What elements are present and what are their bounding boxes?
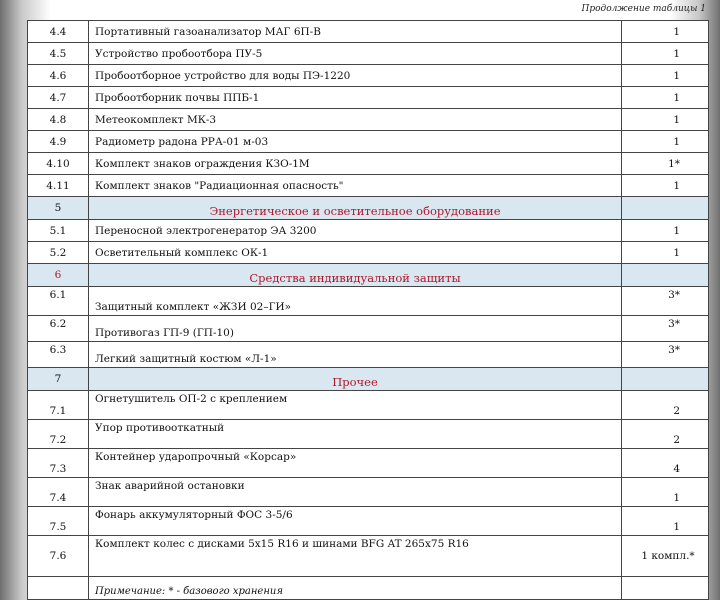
- row-quantity: 1*: [622, 153, 709, 175]
- row-name: Портативный газоанализатор МАГ 6П-В: [89, 21, 622, 43]
- row-quantity: 1: [622, 21, 709, 43]
- row-number: 7.3: [28, 449, 89, 478]
- table-row: [28, 342, 709, 368]
- section-quantity: [622, 197, 709, 220]
- table-row: [28, 507, 709, 536]
- row-name: Защитный комплект «ЖЗИ 02–ГИ»: [89, 287, 622, 316]
- row-name: Упор противооткатный: [89, 420, 622, 449]
- table-row: [28, 131, 709, 153]
- table-row: [28, 420, 709, 449]
- section-number: 7: [28, 368, 89, 391]
- table-row: [28, 287, 709, 316]
- row-number: 5.1: [28, 220, 89, 242]
- row-quantity: 1: [622, 87, 709, 109]
- table-row: [28, 316, 709, 342]
- row-quantity: 1: [622, 242, 709, 264]
- row-name: Пробоотборное устройство для воды ПЭ-1220: [89, 65, 622, 87]
- row-number: 4.10: [28, 153, 89, 175]
- table-row: [28, 536, 709, 577]
- row-quantity: 1 компл.*: [622, 536, 709, 577]
- table-row: [28, 65, 709, 87]
- row-number: 6.3: [28, 342, 89, 368]
- row-name: Знак аварийной остановки: [89, 478, 622, 507]
- row-number: 7.6: [28, 536, 89, 577]
- table-row: [28, 175, 709, 197]
- row-number: 7.1: [28, 391, 89, 420]
- row-number: 4.7: [28, 87, 89, 109]
- table-row: [28, 478, 709, 507]
- row-name: Пробоотборник почвы ППБ-1: [89, 87, 622, 109]
- table-row: [28, 449, 709, 478]
- equipment-table: [27, 20, 709, 600]
- row-quantity: 1: [622, 43, 709, 65]
- row-name: Устройство пробоотбора ПУ-5: [89, 43, 622, 65]
- row-number: 6.1: [28, 287, 89, 316]
- row-number: 4.8: [28, 109, 89, 131]
- row-quantity: 1: [622, 220, 709, 242]
- table-note: Примечание: * - базового хранения: [89, 577, 622, 600]
- row-name: Огнетушитель ОП-2 с креплением: [89, 391, 622, 420]
- section-title: Энергетическое и осветительное оборудование: [89, 197, 622, 220]
- row-quantity: 1: [622, 478, 709, 507]
- section-row: [28, 368, 709, 391]
- row-name: Противогаз ГП-9 (ГП-10): [89, 316, 622, 342]
- row-number: 7.2: [28, 420, 89, 449]
- row-quantity: 2: [622, 391, 709, 420]
- row-quantity: 1: [622, 131, 709, 153]
- row-name: Радиометр радона РРА-01 м-03: [89, 131, 622, 153]
- row-name: Комплект колес с дисками 5х15 R16 и шинами BFG AT 265х75 R16: [89, 536, 622, 577]
- table-row: [28, 109, 709, 131]
- row-quantity: 2: [622, 420, 709, 449]
- row-number: 4.4: [28, 21, 89, 43]
- note-blank-cell: [28, 577, 89, 600]
- table-row: [28, 21, 709, 43]
- row-name: Осветительный комплекс ОК-1: [89, 242, 622, 264]
- section-quantity: [622, 368, 709, 391]
- section-title: Прочее: [89, 368, 622, 391]
- table-row: [28, 153, 709, 175]
- row-name: Комплект знаков "Радиационная опасность": [89, 175, 622, 197]
- row-name: Контейнер ударопрочный «Корсар»: [89, 449, 622, 478]
- row-quantity: 1: [622, 65, 709, 87]
- row-name: Легкий защитный костюм «Л-1»: [89, 342, 622, 368]
- row-name: Метеокомплект МК-3: [89, 109, 622, 131]
- row-number: 5.2: [28, 242, 89, 264]
- section-row: [28, 197, 709, 220]
- section-number: 5: [28, 197, 89, 220]
- row-number: 4.5: [28, 43, 89, 65]
- row-number: 7.4: [28, 478, 89, 507]
- row-quantity: 3*: [622, 316, 709, 342]
- row-name: Комплект знаков ограждения КЗО-1М: [89, 153, 622, 175]
- row-number: 4.11: [28, 175, 89, 197]
- row-name: Переносной электрогенератор ЭА 3200: [89, 220, 622, 242]
- section-row: [28, 264, 709, 287]
- section-title: Средства индивидуальной защиты: [89, 264, 622, 287]
- row-number: 4.9: [28, 131, 89, 153]
- table-continuation-caption: Продолжение таблицы 1: [581, 4, 706, 14]
- row-quantity: 3*: [622, 342, 709, 368]
- row-name: Фонарь аккумуляторный ФОС 3-5/6: [89, 507, 622, 536]
- row-quantity: 4: [622, 449, 709, 478]
- table-row: [28, 87, 709, 109]
- table-row: [28, 43, 709, 65]
- row-quantity: 1: [622, 109, 709, 131]
- note-blank-cell: [622, 577, 709, 600]
- section-quantity: [622, 264, 709, 287]
- row-number: 7.5: [28, 507, 89, 536]
- row-quantity: 1: [622, 507, 709, 536]
- row-number: 4.6: [28, 65, 89, 87]
- row-number: 6.2: [28, 316, 89, 342]
- table-row: [28, 242, 709, 264]
- section-number: 6: [28, 264, 89, 287]
- row-quantity: 3*: [622, 287, 709, 316]
- table-row: [28, 220, 709, 242]
- note-row: [28, 577, 709, 600]
- row-quantity: 1: [622, 175, 709, 197]
- table-row: [28, 391, 709, 420]
